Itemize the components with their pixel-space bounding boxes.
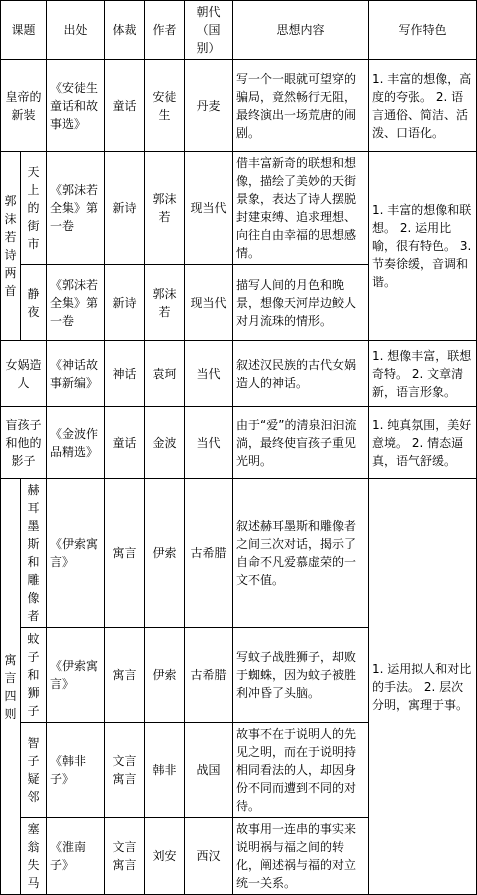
author-cell: 郭沫若	[145, 152, 185, 265]
dynasty-cell: 古希腊	[185, 628, 233, 723]
group-cell: 郭沫若诗两首	[1, 152, 21, 341]
genre-cell: 新诗	[105, 265, 145, 341]
content-cell: 写蚊子战胜狮子，却败于蜘蛛，因为蚊子被胜利冲昏了头脑。	[233, 628, 369, 723]
content-cell: 叙述赫耳墨斯和雕像者之间三次对话，揭示了自命不凡爱慕虚荣的一文不值。	[233, 479, 369, 628]
genre-cell: 神话	[105, 341, 145, 407]
genre-cell: 文言寓言	[105, 818, 145, 895]
lesson-cell: 智子疑邻	[21, 723, 47, 818]
header-dynasty: 朝代（国别）	[185, 1, 233, 60]
features-cell: 1. 纯真氛围，美好意境。 2. 情态逼真，语气舒缓。	[369, 407, 477, 479]
content-cell: 描写人间的月色和晚景，想像天河岸边鲛人对月流珠的情形。	[233, 265, 369, 341]
dynasty-cell: 西汉	[185, 818, 233, 895]
dynasty-cell: 丹麦	[185, 60, 233, 152]
table-row	[1, 341, 477, 407]
author-cell: 安徒生	[145, 60, 185, 152]
source-cell: 《淮南子》	[47, 818, 105, 895]
content-cell: 叙述汉民族的古代女娲造人的神话。	[233, 341, 369, 407]
header-author: 作者	[145, 1, 185, 60]
source-cell: 《金波作品精选》	[47, 407, 105, 479]
content-cell: 故事不在于说明人的先见之明，而在于说明持相同看法的人，却因身份不同而遭到不同的对待。	[233, 723, 369, 818]
dynasty-cell: 现当代	[185, 265, 233, 341]
lesson-cell: 女娲造人	[1, 341, 47, 407]
table-row	[1, 60, 477, 152]
source-cell: 《神话故事新编》	[47, 341, 105, 407]
dynasty-cell: 古希腊	[185, 479, 233, 628]
features-cell: 1. 丰富的想像和联想。 2. 运用比喻，很有特色。 3. 节奏徐缓，音调和谐。	[369, 152, 477, 341]
source-cell: 《郭沫若全集》第一卷	[47, 265, 105, 341]
content-cell: 由于“爱”的清泉汩汩流淌，最终使盲孩子重见光明。	[233, 407, 369, 479]
genre-cell: 童话	[105, 407, 145, 479]
lesson-cell: 蚊子和狮子	[21, 628, 47, 723]
author-cell: 韩非	[145, 723, 185, 818]
header-features: 写作特色	[369, 1, 477, 60]
table-row	[1, 479, 477, 628]
source-cell: 《伊索寓言》	[47, 479, 105, 628]
author-cell: 金波	[145, 407, 185, 479]
header-lesson: 课题	[1, 1, 47, 60]
genre-cell: 寓言	[105, 479, 145, 628]
features-cell: 1. 想像丰富，联想奇特。 2. 文章清新，语言形象。	[369, 341, 477, 407]
genre-cell: 文言寓言	[105, 723, 145, 818]
source-cell: 《安徒生童话和故事选》	[47, 60, 105, 152]
dynasty-cell: 战国	[185, 723, 233, 818]
author-cell: 郭沫若	[145, 265, 185, 341]
author-cell: 袁珂	[145, 341, 185, 407]
source-cell: 《韩非子》	[47, 723, 105, 818]
genre-cell: 童话	[105, 60, 145, 152]
table-row	[1, 152, 477, 265]
lesson-cell: 塞翁失马	[21, 818, 47, 895]
content-cell: 故事用一连串的事实来说明祸与福之间的转化，阐述祸与福的对立统一关系。	[233, 818, 369, 895]
dynasty-cell: 现当代	[185, 152, 233, 265]
features-cell: 1. 运用拟人和对比的手法。 2. 层次分明，寓理于事。	[369, 479, 477, 895]
source-cell: 《郭沫若全集》第一卷	[47, 152, 105, 265]
lesson-cell: 盲孩子和他的影子	[1, 407, 47, 479]
lesson-cell: 赫耳墨斯和雕像者	[21, 479, 47, 628]
lesson-cell: 皇帝的新装	[1, 60, 47, 152]
source-cell: 《伊索寓言》	[47, 628, 105, 723]
header-genre: 体裁	[105, 1, 145, 60]
group-cell: 寓言四则	[1, 479, 21, 895]
dynasty-cell: 当代	[185, 341, 233, 407]
dynasty-cell: 当代	[185, 407, 233, 479]
header-content: 思想内容	[233, 1, 369, 60]
genre-cell: 寓言	[105, 628, 145, 723]
lesson-cell: 静夜	[21, 265, 47, 341]
table-row	[1, 407, 477, 479]
content-cell: 借丰富新奇的联想和想像，描绘了美妙的天街景象，表达了诗人摆脱封建束缚、追求理想、向往自由幸福的思想感情。	[233, 152, 369, 265]
features-cell: 1. 丰富的想像，高度的夸张。 2. 语言通俗、简洁、活泼、口语化。	[369, 60, 477, 152]
content-cell: 写一个一眼就可望穿的骗局，竟然畅行无阻，最终演出一场荒唐的闹剧。	[233, 60, 369, 152]
header-row	[1, 1, 477, 60]
lesson-cell: 天上的街市	[21, 152, 47, 265]
header-source: 出处	[47, 1, 105, 60]
author-cell: 伊索	[145, 479, 185, 628]
author-cell: 刘安	[145, 818, 185, 895]
genre-cell: 新诗	[105, 152, 145, 265]
author-cell: 伊索	[145, 628, 185, 723]
